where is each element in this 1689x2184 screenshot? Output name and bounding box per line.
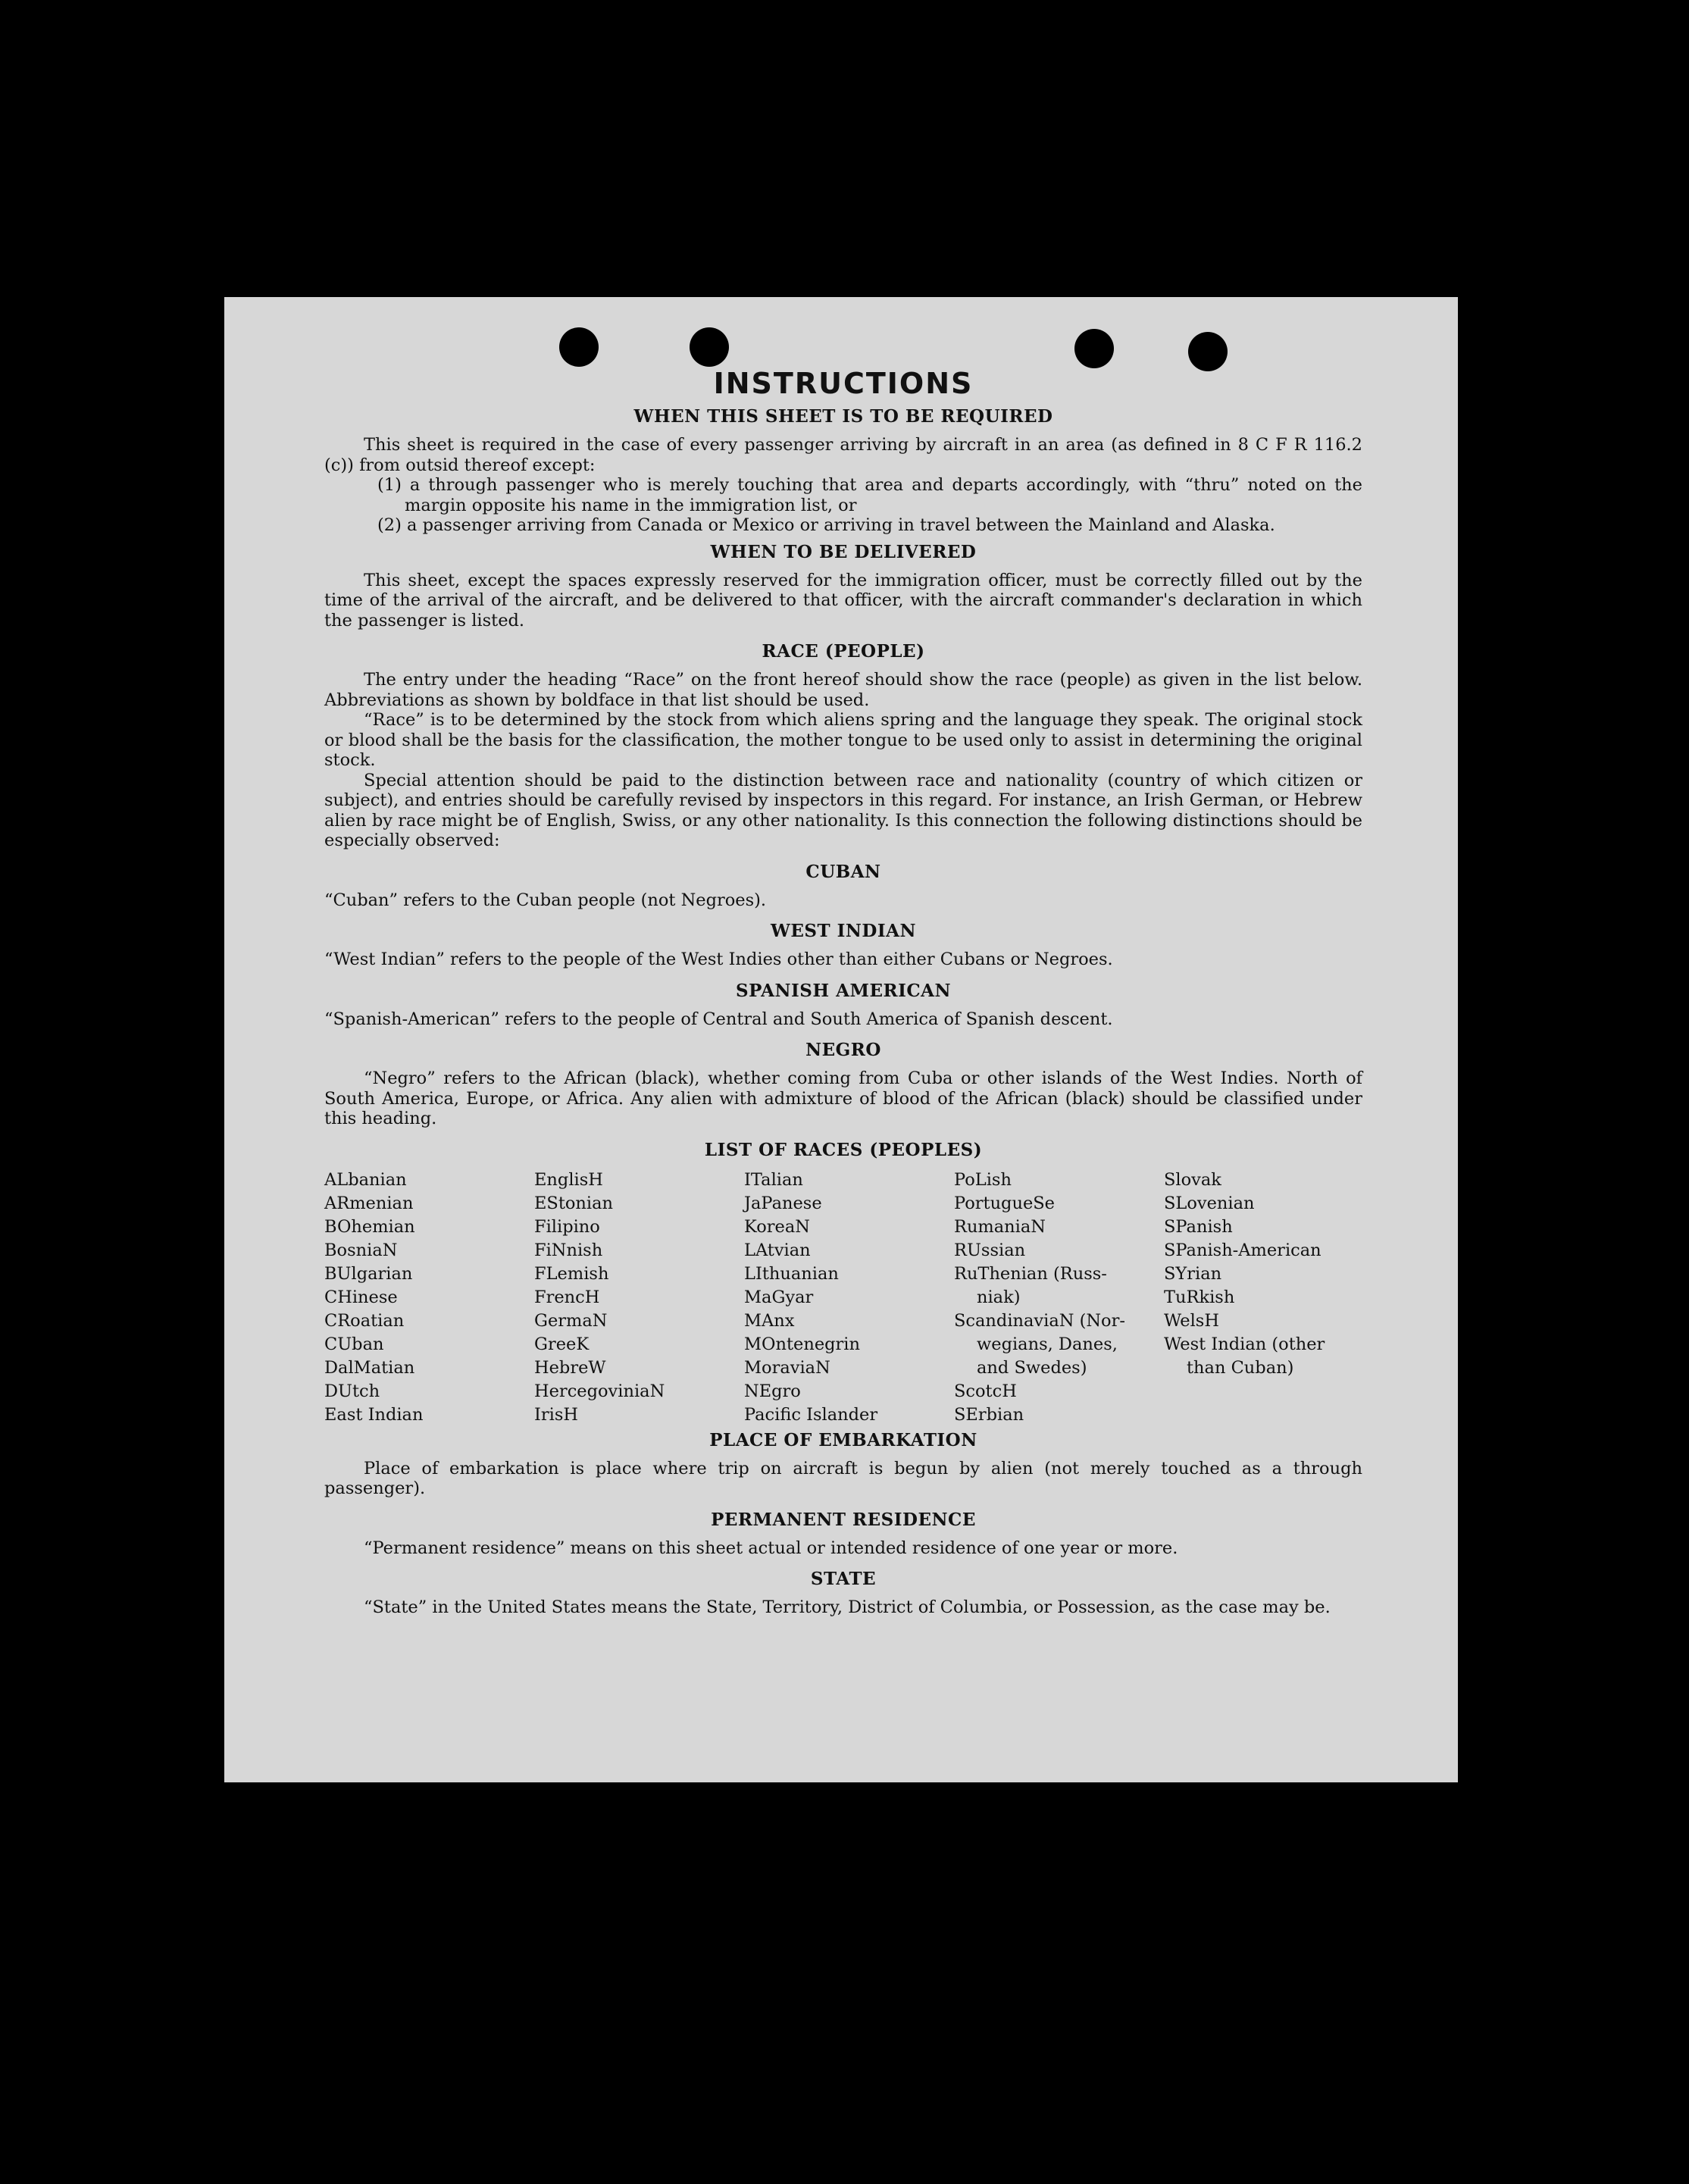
paragraph: “Spanish-American” refers to the people of Central and South America of Spanish descent.: [324, 1009, 1113, 1029]
section-heading-negro: NEGRO: [805, 1040, 881, 1060]
race-entry: CUban: [324, 1334, 384, 1354]
race-entry: CHinese: [324, 1287, 398, 1307]
race-entry: HebreW: [534, 1357, 606, 1378]
race-entry: NEgro: [744, 1381, 801, 1401]
race-entry: FrencH: [534, 1287, 600, 1307]
paragraph: This sheet is required in the case of every passenger arriving by aircraft in an area (as defined in 8 C F R 116.2 (c)) from outsid thereof except:: [324, 435, 1362, 475]
race-entry: RuThenian (Russ-: [954, 1263, 1107, 1284]
race-entry: SPanish-American: [1164, 1240, 1321, 1260]
race-entry: BUlgarian: [324, 1263, 413, 1284]
race-entry: than Cuban): [1187, 1357, 1294, 1378]
races-column: [324, 1169, 534, 1427]
punch-hole: [1074, 329, 1114, 368]
race-entry: GreeK: [534, 1334, 590, 1354]
race-entry: SYrian: [1164, 1263, 1222, 1284]
races-list-heading: LIST OF RACES (PEOPLES): [704, 1139, 983, 1160]
races-column: [1164, 1169, 1362, 1427]
punch-hole: [559, 327, 599, 367]
race-entry: CRoatian: [324, 1310, 405, 1331]
race-entry: MaGyar: [744, 1287, 814, 1307]
race-entry: TuRkish: [1164, 1287, 1235, 1307]
paragraph: Special attention should be paid to the distinction between race and nationality (country of which citizen or subject), and entries should be carefully revised by inspectors in this regard. For instance, an Irish German, or Hebrew alien by race might be of English, Swiss, or any other nationality. Is this connection the following distinctions should be especially observed:: [324, 770, 1362, 850]
race-entry: MAnx: [744, 1310, 795, 1331]
exception-item: (2) a passenger arriving from Canada or Mexico or arriving in travel between the Mainland and Alaska.: [377, 515, 1275, 535]
race-entry: IrisH: [534, 1404, 579, 1425]
race-entry: HercegoviniaN: [534, 1381, 665, 1401]
race-entry: RUssian: [954, 1240, 1026, 1260]
exception-item: (1) a through passenger who is merely touching that area and departs accordingly, with “thru” noted on the margin opposite his name in the immigration list, or: [377, 475, 1362, 515]
paragraph: This sheet, except the spaces expressly reserved for the immigration officer, must be correctly filled out by the time of the arrival of the aircraft, and be delivered to that officer, with the aircraft commander's declaration in which the passenger is listed.: [324, 570, 1362, 630]
race-entry: ALbanian: [324, 1169, 407, 1190]
paragraph: The entry under the heading “Race” on the front hereof should show the race (people) as given in the list below. Abbreviations as shown by boldface in that list should be used.: [324, 670, 1362, 710]
paragraph: “Race” is to be determined by the stock from which aliens spring and the language they speak. The original stock or blood shall be the basis for the classification, the mother tongue to be used only to assist in determining the original stock.: [324, 710, 1362, 770]
race-entry: East Indian: [324, 1404, 424, 1425]
race-entry: LIthuanian: [744, 1263, 839, 1284]
race-entry: FLemish: [534, 1263, 609, 1284]
race-entry: DalMatian: [324, 1357, 415, 1378]
race-entry: Slovak: [1164, 1169, 1221, 1190]
race-entry: Filipino: [534, 1216, 600, 1237]
race-entry: PortugueSe: [954, 1193, 1056, 1213]
race-entry: wegians, Danes,: [977, 1334, 1118, 1354]
section-heading-delivered: WHEN TO BE DELIVERED: [710, 541, 977, 562]
race-entry: ARmenian: [324, 1193, 414, 1213]
race-entry: FiNnish: [534, 1240, 603, 1260]
section-heading-required: WHEN THIS SHEET IS TO BE REQUIRED: [633, 406, 1053, 427]
paragraph: “State” in the United States means the State, Territory, District of Columbia, or Possession, as the case may be.: [364, 1597, 1331, 1617]
document-body: [324, 367, 1362, 1618]
punch-hole: [690, 327, 729, 367]
section-heading-embarkation: PLACE OF EMBARKATION: [709, 1429, 977, 1450]
race-entry: and Swedes): [977, 1357, 1087, 1378]
race-entry: West Indian (other: [1164, 1334, 1325, 1354]
race-entry: SErbian: [954, 1404, 1024, 1425]
race-entry: ScotcH: [954, 1381, 1017, 1401]
paragraph: Place of embarkation is place where trip on aircraft is begun by alien (not merely touched as a through passenger).: [324, 1458, 1362, 1498]
race-entry: MOntenegrin: [744, 1334, 860, 1354]
race-entry: BosniaN: [324, 1240, 398, 1260]
races-column: [534, 1169, 744, 1427]
document-sheet: [224, 297, 1458, 1782]
race-entry: KoreaN: [744, 1216, 810, 1237]
race-entry: PoLish: [954, 1169, 1012, 1190]
race-entry: EStonian: [534, 1193, 614, 1213]
race-entry: DUtch: [324, 1381, 380, 1401]
race-entry: GermaN: [534, 1310, 608, 1331]
punch-hole: [1188, 332, 1228, 371]
race-entry: WelsH: [1164, 1310, 1219, 1331]
section-heading-spanish-american: SPANISH AMERICAN: [735, 980, 952, 1001]
race-entry: ITalian: [744, 1169, 803, 1190]
races-column: [744, 1169, 954, 1427]
race-entry: ScandinaviaN (Nor-: [954, 1310, 1125, 1331]
race-entry: SPanish: [1164, 1216, 1233, 1237]
section-heading-west-indian: WEST INDIAN: [771, 921, 916, 941]
section-heading-residence: PERMANENT RESIDENCE: [711, 1509, 976, 1530]
section-heading-state: STATE: [810, 1569, 877, 1589]
race-entry: JaPanese: [744, 1193, 822, 1213]
paragraph: “Cuban” refers to the Cuban people (not Negroes).: [324, 890, 767, 910]
race-entry: niak): [977, 1287, 1021, 1307]
race-entry: RumaniaN: [954, 1216, 1046, 1237]
section-heading-race: RACE (PEOPLE): [762, 641, 925, 662]
paragraph: “Permanent residence” means on this sheet actual or intended residence of one year or more.: [364, 1538, 1178, 1558]
races-list: [324, 1169, 1362, 1427]
race-entry: MoraviaN: [744, 1357, 830, 1378]
race-entry: EnglisH: [534, 1169, 603, 1190]
race-entry: LAtvian: [744, 1240, 811, 1260]
race-entry: SLovenian: [1164, 1193, 1255, 1213]
document-title: INSTRUCTIONS: [713, 367, 974, 400]
race-entry: BOhemian: [324, 1216, 415, 1237]
section-heading-cuban: CUBAN: [805, 861, 881, 882]
races-column: [954, 1169, 1164, 1427]
paragraph: “Negro” refers to the African (black), whether coming from Cuba or other islands of the West Indies. North of South America, Europe, or Africa. Any alien with admixture of blood of the African (black) should be classified under this heading.: [324, 1069, 1362, 1128]
race-entry: Pacific Islander: [744, 1404, 878, 1425]
paragraph: “West Indian” refers to the people of the West Indies other than either Cubans or Negroes.: [324, 950, 1113, 969]
